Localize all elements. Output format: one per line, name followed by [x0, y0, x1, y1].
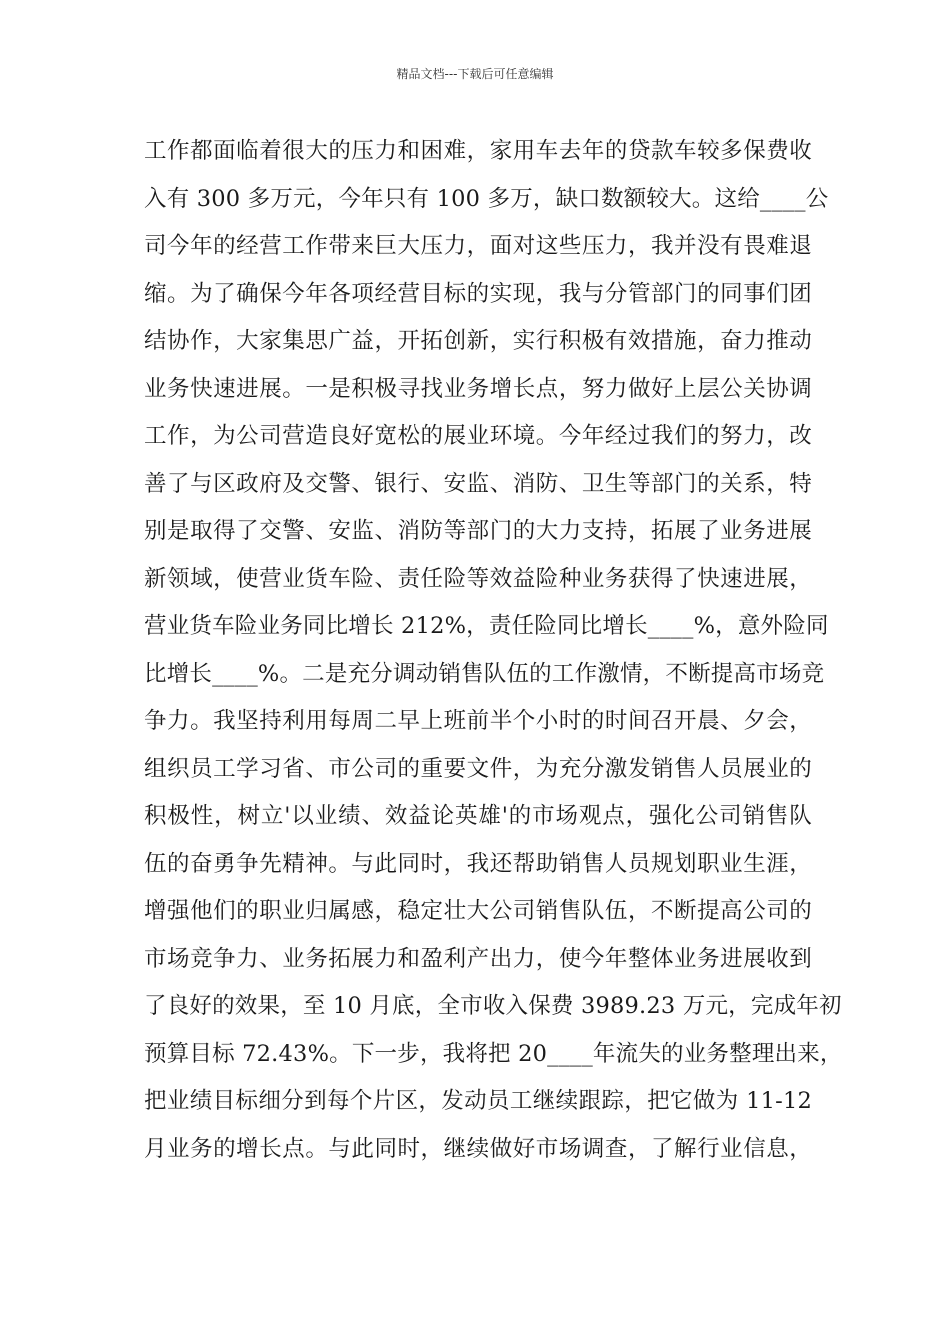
text-line: 善了与区政府及交警、银行、安监、消防、卫生等部门的关系，特	[144, 470, 812, 497]
text-line: 司今年的经营工作带来巨大压力，面对这些压力，我并没有畏难退	[144, 233, 812, 259]
text-line: 了良好的效果，至 10 月底，全市收入保费 3989.23 万元，完成年初	[144, 993, 842, 1019]
text-line: 争力。我坚持利用每周二早上班前半个小时的时间召开晨、夕会，	[144, 708, 812, 734]
text-line: 把业绩目标细分到每个片区，发动员工继续跟踪，把它做为 11-12	[144, 1088, 812, 1114]
text-line: 工作，为公司营造良好宽松的展业环境。今年经过我们的努力，改	[144, 423, 812, 449]
text-line: 新领域，使营业货车险、责任险等效益险种业务获得了快速进展，	[144, 565, 812, 592]
text-line: 营业货车险业务同比增长 212%，责任险同比增长____%，意外险同	[144, 613, 829, 639]
text-line: 预算目标 72.43%。下一步，我将把 20____年流失的业务整理出来，	[144, 1040, 843, 1067]
text-line: 月业务的增长点。与此同时，继续做好市场调查，了解行业信息，	[144, 1135, 812, 1162]
text-line: 入有 300 多万元，今年只有 100 多万，缺口数额较大。这给____公	[144, 185, 829, 212]
text-line: 组织员工学习省、市公司的重要文件，为充分激发销售人员展业的	[144, 755, 812, 782]
text-line: 积极性，树立'以业绩、效益论英雄'的市场观点，强化公司销售队	[144, 803, 812, 829]
text-line: 增强他们的职业归属感，稳定壮大公司销售队伍，不断提高公司的	[144, 898, 812, 924]
text-line: 结协作，大家集思广益，开拓创新，实行积极有效措施，奋力推动	[144, 328, 812, 354]
page-header: 精品文档---下载后可任意编辑	[396, 67, 554, 81]
text-line: 市场竞争力、业务拓展力和盈利产出力，使今年整体业务进展收到	[144, 945, 812, 972]
text-line: 业务快速进展。一是积极寻找业务增长点，努力做好上层公关协调	[144, 375, 812, 402]
text-line: 工作都面临着很大的压力和困难，家用车去年的贷款车较多保费收	[144, 138, 812, 164]
text-line: 伍的奋勇争先精神。与此同时，我还帮助销售人员规划职业生涯，	[144, 850, 812, 877]
text-line: 比增长____%。二是充分调动销售队伍的工作激情，不断提高市场竞	[144, 660, 825, 687]
text-line: 别是取得了交警、安监、消防等部门的大力支持，拓展了业务进展	[144, 518, 812, 544]
document-body	[144, 128, 843, 1173]
text-line: 缩。为了确保今年各项经营目标的实现，我与分管部门的同事们团	[144, 280, 812, 307]
